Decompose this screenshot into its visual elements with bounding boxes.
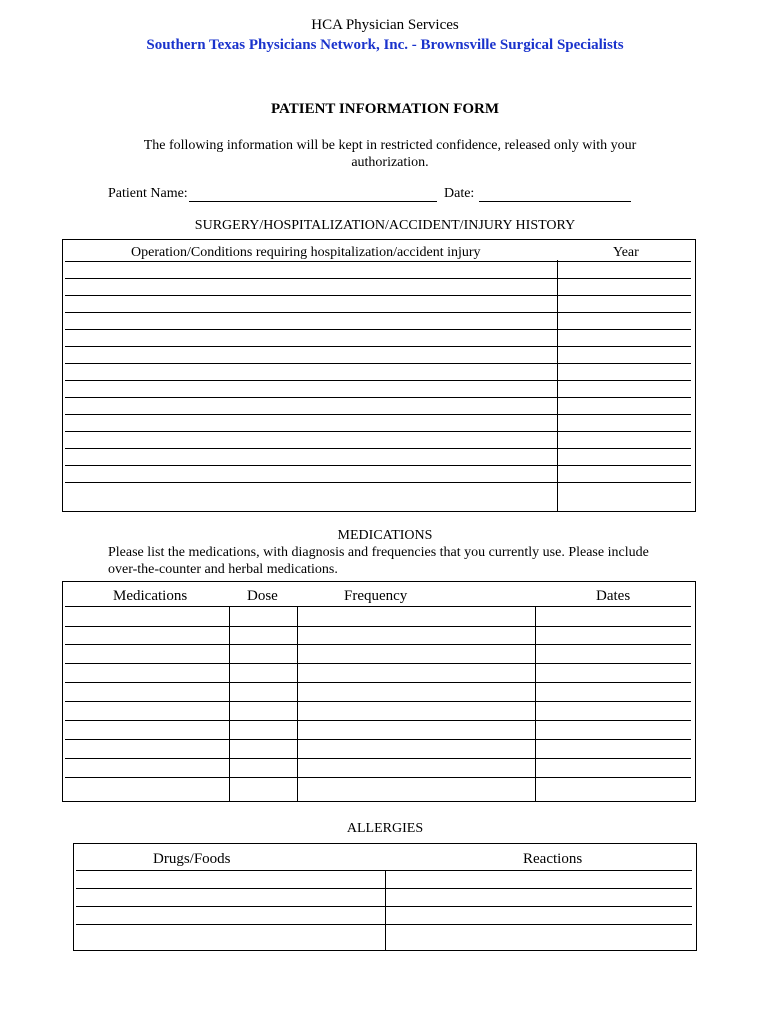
confidentiality-line-2: authorization. xyxy=(351,155,429,170)
medications-row-line xyxy=(65,663,691,664)
date-label: Date: xyxy=(444,186,475,201)
allergies-section-title: ALLERGIES xyxy=(346,821,424,836)
confidentiality-notice xyxy=(120,137,660,171)
form-title: PATIENT INFORMATION FORM xyxy=(270,101,500,117)
allergies-col-reactions: Reactions xyxy=(523,851,583,867)
network-subtitle: Southern Texas Physicians Network, Inc. - Brownsville Surgical Specialists xyxy=(146,37,624,53)
patient-name-label: Patient Name: xyxy=(108,186,188,201)
medications-col-dose: Dose xyxy=(247,588,278,604)
allergies-row-line xyxy=(76,870,692,871)
history-row-line xyxy=(65,363,691,364)
medications-row-line xyxy=(65,644,691,645)
medications-row-line xyxy=(65,606,691,607)
medications-col-medications: Medications xyxy=(113,588,188,604)
allergies-row-line xyxy=(76,906,692,907)
medications-column-divider xyxy=(297,606,298,801)
allergies-table xyxy=(73,843,697,951)
history-row-line xyxy=(65,295,691,296)
medications-section-title: MEDICATIONS xyxy=(337,528,433,543)
history-row-line xyxy=(65,346,691,347)
history-row-line xyxy=(65,278,691,279)
history-table xyxy=(62,239,696,512)
patient-name-field[interactable] xyxy=(189,201,437,202)
history-row-line xyxy=(65,397,691,398)
history-col-operation: Operation/Conditions requiring hospitalization/accident injury xyxy=(131,245,481,260)
history-row-line xyxy=(65,261,691,262)
medications-column-divider xyxy=(535,606,536,801)
allergies-col-drugs: Drugs/Foods xyxy=(153,851,231,867)
history-col-year: Year xyxy=(613,245,639,260)
medications-row-line xyxy=(65,720,691,721)
history-row-line xyxy=(65,329,691,330)
medications-row-line xyxy=(65,739,691,740)
medications-col-frequency: Frequency xyxy=(344,588,408,604)
history-row-line xyxy=(65,312,691,313)
history-row-line xyxy=(65,448,691,449)
medications-column-divider xyxy=(229,606,230,801)
medications-col-dates: Dates xyxy=(596,588,631,604)
date-field[interactable] xyxy=(479,201,631,202)
medications-table xyxy=(62,581,696,802)
history-row-line xyxy=(65,482,691,483)
allergies-row-line xyxy=(76,924,692,925)
history-row-line xyxy=(65,431,691,432)
medications-instructions-line-1: Please list the medications, with diagnosis and frequencies that you currently use. Please include xyxy=(108,545,649,560)
history-column-divider xyxy=(557,260,558,511)
history-row-line xyxy=(65,465,691,466)
allergies-row-line xyxy=(76,888,692,889)
history-row-line xyxy=(65,380,691,381)
medications-row-line xyxy=(65,758,691,759)
confidentiality-line-1: The following information will be kept in restricted confidence, released only with your xyxy=(143,138,637,153)
medications-row-line xyxy=(65,626,691,627)
medications-row-line xyxy=(65,777,691,778)
organization-title: HCA Physician Services xyxy=(311,17,459,33)
history-section-title: SURGERY/HOSPITALIZATION/ACCIDENT/INJURY HISTORY xyxy=(194,218,576,233)
medications-row-line xyxy=(65,701,691,702)
medications-instructions-line-2: over-the-counter and herbal medications. xyxy=(108,562,338,577)
medications-instructions xyxy=(108,544,708,578)
medications-row-line xyxy=(65,682,691,683)
history-row-line xyxy=(65,414,691,415)
allergies-column-divider xyxy=(385,870,386,950)
